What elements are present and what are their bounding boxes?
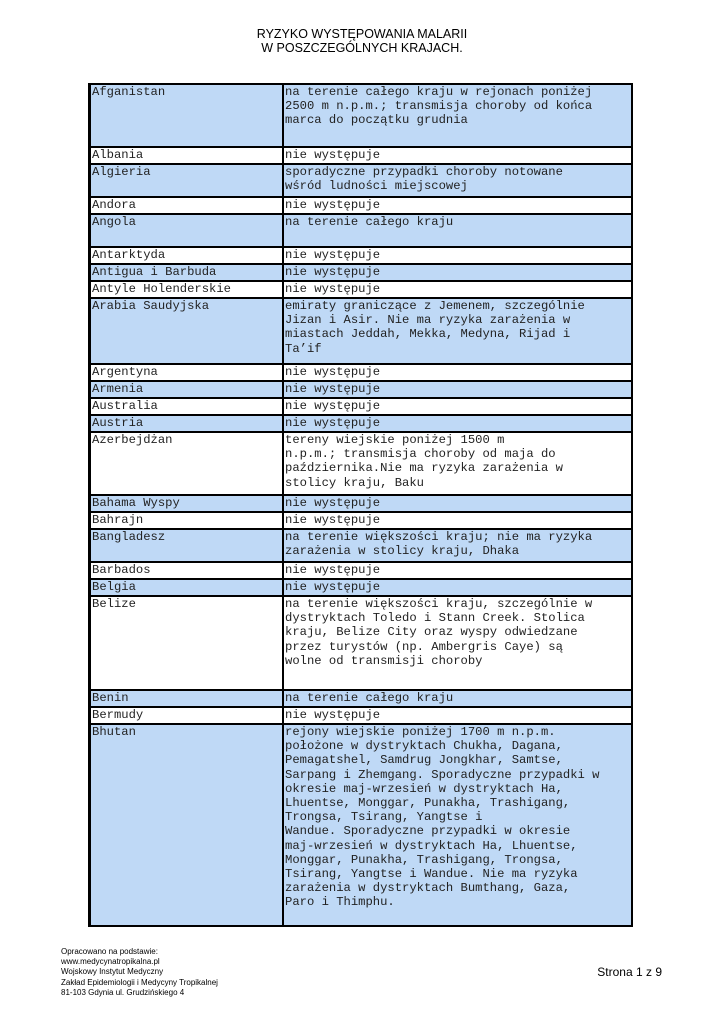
risk-info-cell: na terenie całego kraju bbox=[285, 691, 454, 705]
country-cell: Angola bbox=[91, 215, 284, 246]
country-cell: Bahama Wyspy bbox=[91, 496, 284, 511]
country-cell: Belgia bbox=[91, 580, 284, 595]
risk-info-cell: nie występuje bbox=[285, 496, 381, 510]
footer-line: 81-103 Gdynia ul. Grudzińskiego 4 bbox=[61, 987, 185, 997]
title-line-1: RYZYKO WYSTĘPOWANIA MALARII bbox=[256, 27, 468, 41]
country-cell: Albania bbox=[91, 148, 284, 163]
country-cell: Bhutan bbox=[91, 725, 284, 925]
country-cell: Benin bbox=[91, 691, 284, 706]
footer-source bbox=[61, 947, 218, 998]
table-row bbox=[91, 165, 631, 198]
table-row bbox=[91, 85, 631, 148]
risk-info-cell: nie występuje bbox=[285, 399, 381, 413]
risk-info-cell: nie występuje bbox=[285, 282, 381, 296]
footer-line: Zakład Epidemiologii i Medycyny Tropikalnej bbox=[61, 977, 218, 987]
footer-line: Wojskowy Instytut Medyczny bbox=[61, 967, 164, 977]
title-line-2: W POSZCZEGÓLNYCH KRAJACH. bbox=[261, 41, 463, 55]
country-cell: Bangladesz bbox=[91, 530, 284, 561]
risk-info-cell: nie występuje bbox=[285, 365, 381, 379]
risk-info-cell: nie występuje bbox=[285, 513, 381, 527]
table-row bbox=[91, 215, 631, 248]
risk-info-cell: sporadyczne przypadki choroby notowane wśród ludności miejscowej bbox=[285, 165, 563, 194]
country-cell: Algieria bbox=[91, 165, 284, 196]
footer-line: www.medycynatropikalna.pl bbox=[61, 957, 160, 967]
risk-info-cell: nie występuje bbox=[285, 580, 381, 594]
country-cell: Arabia Saudyjska bbox=[91, 299, 284, 363]
table-row bbox=[91, 148, 631, 165]
risk-info-cell: nie występuje bbox=[285, 563, 381, 577]
table-row bbox=[91, 282, 631, 299]
country-cell: Antigua i Barbuda bbox=[91, 265, 284, 280]
page-number: Strona 1 z 9 bbox=[597, 965, 662, 979]
table-row bbox=[91, 382, 631, 399]
table-row bbox=[91, 725, 631, 925]
risk-info-cell: nie występuje bbox=[285, 148, 381, 162]
risk-info-cell: na terenie całego kraju w rejonach poniżej 2500 m n.p.m.; transmisja choroby od końca marca do początku grudnia bbox=[285, 85, 593, 128]
country-cell: Afganistan bbox=[91, 85, 284, 146]
country-cell: Barbados bbox=[91, 563, 284, 578]
country-cell: Belize bbox=[91, 597, 284, 689]
table-row bbox=[91, 265, 631, 282]
table-row bbox=[91, 513, 631, 530]
risk-info-cell: na terenie większości kraju; nie ma ryzyka zarażenia w stolicy kraju, Dhaka bbox=[285, 530, 593, 559]
table-row bbox=[91, 416, 631, 433]
malaria-risk-table bbox=[88, 83, 633, 927]
risk-info-cell: nie występuje bbox=[285, 265, 381, 279]
risk-info-cell: nie występuje bbox=[285, 416, 381, 430]
country-cell: Antarktyda bbox=[91, 248, 284, 263]
table-row bbox=[91, 496, 631, 513]
table-row bbox=[91, 530, 631, 563]
table-row bbox=[91, 691, 631, 708]
table-row bbox=[91, 597, 631, 691]
country-cell: Bermudy bbox=[91, 708, 284, 723]
table-row bbox=[91, 580, 631, 597]
risk-info-cell: na terenie całego kraju bbox=[285, 215, 454, 229]
country-cell: Azerbejdżan bbox=[91, 433, 284, 494]
country-cell: Australia bbox=[91, 399, 284, 414]
risk-info-cell: nie występuje bbox=[285, 198, 381, 212]
document-title bbox=[0, 27, 724, 55]
table-row bbox=[91, 365, 631, 382]
risk-info-cell: nie występuje bbox=[285, 248, 381, 262]
table-row bbox=[91, 299, 631, 365]
table-row bbox=[91, 433, 631, 496]
footer-line: Opracowano na podstawie: bbox=[61, 947, 158, 956]
table-row bbox=[91, 248, 631, 265]
risk-info-cell: nie występuje bbox=[285, 708, 381, 722]
country-cell: Austria bbox=[91, 416, 284, 431]
table-row bbox=[91, 198, 631, 215]
risk-info-cell: emiraty graniczące z Jemenem, szczególnie Jizan i Asir. Nie ma ryzyka zarażenia w miastach Jeddah, Mekka, Medyna, Rijad i Ta’if bbox=[285, 299, 585, 356]
country-cell: Armenia bbox=[91, 382, 284, 397]
table-row bbox=[91, 563, 631, 580]
table-row bbox=[91, 708, 631, 725]
country-cell: Argentyna bbox=[91, 365, 284, 380]
risk-info-cell: nie występuje bbox=[285, 382, 381, 396]
table-row bbox=[91, 399, 631, 416]
risk-info-cell: rejony wiejskie poniżej 1700 m n.p.m. położone w dystryktach Chukha, Dagana, Pemagatshel, Samdrug Jongkhar, Samtse, Sarpang i Zhemgang. Sporadyczne przypadki w okresie maj-wrzesień w dystryktach Ha, Lhuentse, Monggar, Punakha, Trashigang, Trongsa, Tsirang, Yangtse i Wandue. Sporadyczne przypadki w okresie maj-wrzesień w dystryktach Ha, Lhuentse, Monggar, Punakha, Trashigang, Trongsa, Tsirang, Yangtse i Wandue. Nie ma ryzyka zarażenia w dystryktach Bumthang, Gaza, Paro i Thimphu. bbox=[285, 725, 600, 910]
risk-info-cell: na terenie większości kraju, szczególnie w dystryktach Toledo i Stann Creek. Stolica kraju, Belize City oraz wyspy odwiedzane przez turystów (np. Ambergris Caye) są wolne od transmisji choroby bbox=[285, 597, 593, 668]
risk-info-cell: tereny wiejskie poniżej 1500 m n.p.m.; transmisja choroby od maja do października.Nie ma ryzyka zarażenia w stolicy kraju, Baku bbox=[285, 433, 563, 490]
country-cell: Bahrajn bbox=[91, 513, 284, 528]
country-cell: Antyle Holenderskie bbox=[91, 282, 284, 297]
country-cell: Andora bbox=[91, 198, 284, 213]
